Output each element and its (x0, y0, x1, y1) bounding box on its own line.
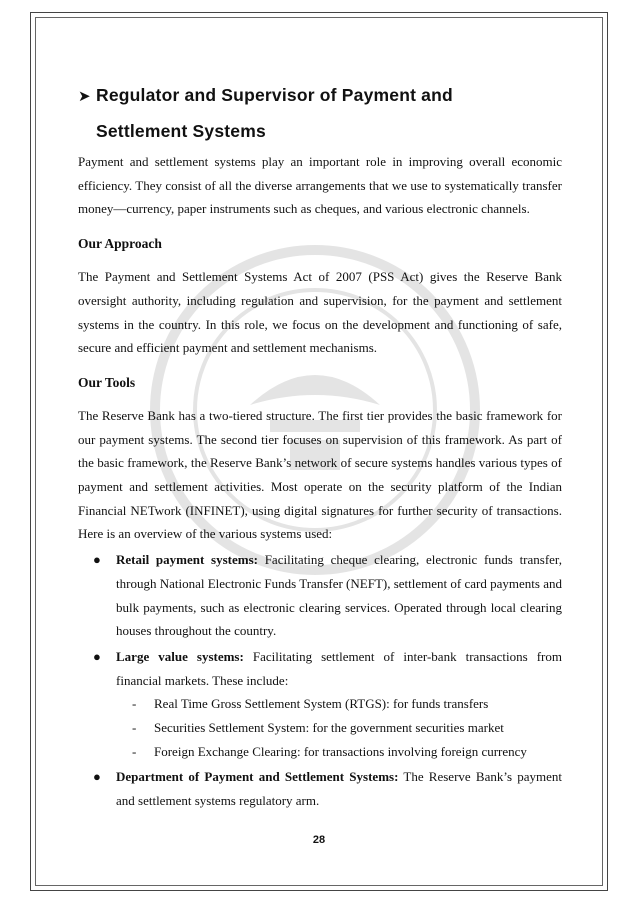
tools-paragraph: The Reserve Bank has a two-tiered structure. The first tier provides the basic framework for our payment systems. The second tier focuses on supervision of this framework. As part of the basic framework, the Reserve Bank’s network of secure systems handles various types of payment and settlement activities. Most operate on the security platform of the Indian Financial NETwork (INFINET), using digital signatures for further security of transactions. Here is an overview of the various systems used: (78, 407, 562, 542)
item-label: Department of Payment and Settlement Systems: (116, 769, 399, 785)
item-text: Facilitating cheque clearing, electronic funds transfer, through National Electronic Funds Transfer (NEFT), settlement of card payments and bulk payments, such as electronic clearing services. Operated through local clearing houses throughout the country. (116, 552, 562, 639)
bullet-icon: ● (93, 552, 101, 568)
item-label: Large value systems: (116, 648, 244, 664)
item-text: The Reserve Bank’s payment and settlement systems regulatory arm. (116, 769, 562, 809)
sub-list-item (116, 692, 562, 716)
heading-line-1: Regulator and Supervisor of Payment and (96, 85, 453, 105)
sub-item-text: Securities Settlement System: for the government securities market (154, 720, 504, 736)
page-content (78, 78, 562, 815)
arrow-bullet-icon: ➤ (78, 88, 91, 105)
item-label: Retail payment systems: (116, 552, 258, 568)
sub-list (116, 692, 562, 763)
approach-title: Our Approach (78, 236, 162, 252)
sub-list-item (116, 716, 562, 740)
list-item (78, 645, 562, 764)
list-item (78, 765, 562, 812)
list-item (78, 548, 562, 643)
sub-list-item (116, 740, 562, 764)
page-number: 28 (312, 834, 326, 846)
section-heading (78, 78, 562, 148)
dash-icon: - (132, 696, 137, 712)
systems-list (78, 548, 562, 813)
sub-item-text: Real Time Gross Settlement System (RTGS): for funds transfers (154, 696, 489, 712)
sub-item-text: Foreign Exchange Clearing: for transactions involving foreign currency (154, 743, 527, 759)
item-text: Facilitating settlement of inter-bank transactions from financial markets. These include: (116, 648, 562, 688)
approach-paragraph: The Payment and Settlement Systems Act of 2007 (PSS Act) gives the Reserve Bank oversight authority, including regulation and supervision, for the payment and settlement systems in the country. In this role, we focus on the development and functioning of safe, secure and efficient payment and settlement mechanisms. (78, 269, 562, 356)
bullet-icon: ● (93, 648, 101, 664)
heading-line-2: Settlement Systems (96, 121, 266, 141)
intro-paragraph: Payment and settlement systems play an important role in improving overall economic efficiency. They consist of all the diverse arrangements that we use to systematically transfer money—currency, paper instruments such as cheques, and various electronic channels. (78, 154, 562, 217)
tools-title: Our Tools (78, 374, 136, 390)
bullet-icon: ● (93, 769, 101, 785)
dash-icon: - (132, 743, 137, 759)
dash-icon: - (132, 720, 137, 736)
